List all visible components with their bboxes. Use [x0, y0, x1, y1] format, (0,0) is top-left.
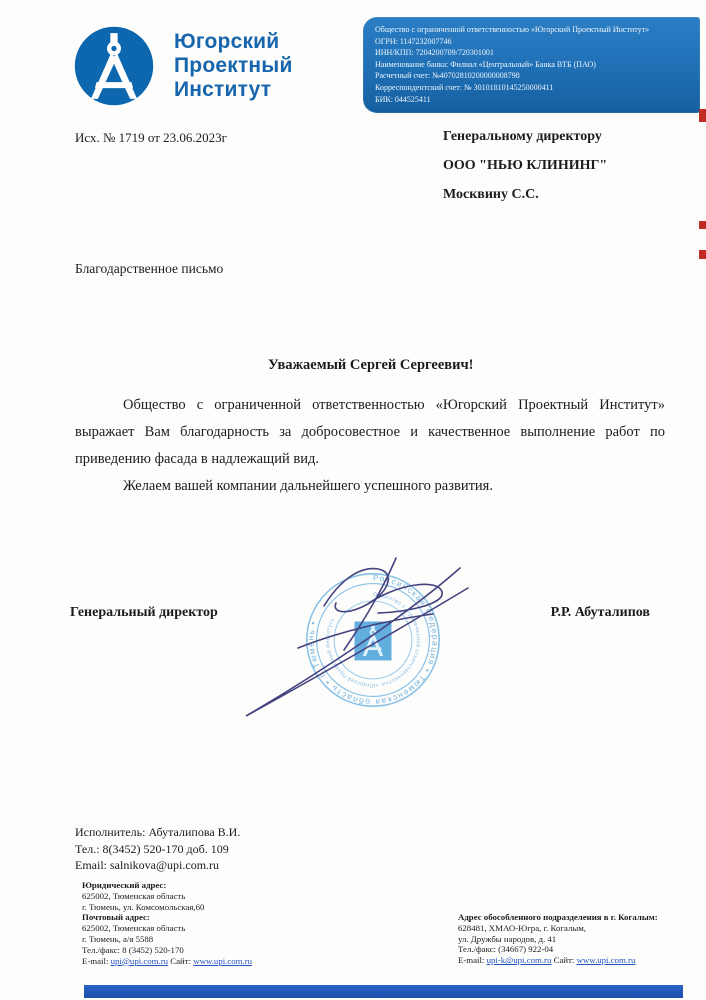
footer-contacts-line: [82, 956, 252, 967]
company-inn-kpp: ИНН/КПП: 7204200709/720301001: [375, 48, 494, 58]
outgoing-number: Исх. № 1719 от 23.06.2023г: [75, 130, 227, 145]
email-link[interactable]: upi@upi.com.ru: [110, 955, 169, 966]
signer-position: Генеральный директор: [70, 605, 218, 620]
recipient-position: Генеральному директору: [443, 129, 602, 144]
site-link[interactable]: www.upi.com.ru: [576, 955, 636, 966]
footer-phone: Тел./факс: 8 (3452) 520-170: [82, 944, 184, 955]
executor-block: [75, 824, 240, 874]
email-link[interactable]: upi-k@upi.com.ru: [486, 955, 552, 966]
executor-phone: Тел.: 8(3452) 520-170 доб. 109: [75, 841, 229, 856]
stamp-outer-text: Российская Федерация • Тюменская область • г. Тюмень •: [305, 572, 441, 708]
email-label: E-mail:: [458, 955, 485, 966]
email-label: E-mail:: [82, 955, 109, 966]
signer-name: Р.Р. Абуталипов: [550, 605, 650, 620]
site-label: Сайт:: [553, 955, 575, 966]
scan-edge-mark: [699, 250, 706, 259]
company-requisites-box: [363, 17, 700, 113]
company-ogrn: ОГРН: 1147232007746: [375, 36, 452, 46]
brand-line-1: Югорский: [174, 30, 280, 53]
salutation: Уважаемый Сергей Сергеевич!: [268, 357, 474, 373]
recipient-person: Москвину С.С.: [443, 187, 539, 202]
letter-subject: Благодарственное письмо: [75, 261, 224, 276]
brand-line-2: Проектный: [174, 54, 293, 77]
drafting-compass-icon: [72, 24, 156, 108]
legal-address-label: Юридический адрес:: [82, 880, 167, 890]
handwritten-signature: [228, 556, 478, 722]
company-correspondent-account: Корреспондентский счет: № 30101810145250000411: [375, 82, 554, 92]
postal-address-line: 625002, Тюменская область: [82, 923, 186, 934]
postal-address-line: г. Тюмень, а/я 5588: [82, 933, 154, 944]
branch-address-line: ул. Дружбы народов, д. 41: [458, 933, 557, 944]
postal-address-label: Почтовый адрес:: [82, 912, 150, 923]
scan-edge-mark: [699, 109, 706, 122]
footer-legal-postal: [82, 880, 252, 966]
branch-address-label: Адрес обособленного подразделения в г. Когалым:: [458, 912, 658, 922]
site-label: Сайт:: [170, 955, 192, 966]
executor-email: Email: salnikova@upi.com.ru: [75, 858, 220, 872]
branch-address-line: 628481, ХМАО-Югра, г. Когалым,: [458, 922, 587, 933]
company-settlement-account: Расчетный счет: №40702810200000008798: [375, 71, 520, 81]
recipient-company: ООО "НЬЮ КЛИНИНГ": [443, 158, 608, 173]
branch-phone: Тел./факс: (34667) 922-04: [458, 944, 554, 955]
legal-address-line: 625002, Тюменская область: [82, 890, 186, 901]
letter-body: [75, 392, 665, 500]
stamp-inner-text: Общество с ограниченной ответственностью «Югорский Проектный Институт»: [325, 592, 421, 688]
company-bank-name: Наименование банка: Филиал «Центральный» Банка ВТБ (ПАО): [375, 59, 596, 69]
branch-contacts-line: [458, 955, 658, 966]
legal-address-line: г. Тюмень, ул. Комсомольская,60: [82, 901, 205, 912]
recipient-block: [443, 128, 607, 215]
scan-edge-mark: [699, 221, 706, 229]
brand-name: [174, 30, 293, 102]
company-full-name: Общество с ограниченной ответственностью «Югорский Проектный Институт»: [375, 25, 650, 34]
body-paragraph-2: Желаем вашей компании дальнейшего успешного развития.: [123, 478, 493, 494]
site-link[interactable]: www.upi.com.ru: [193, 955, 253, 966]
body-paragraph-1: Общество с ограниченной ответственностью «Югорский Проектный Институт» выражает Вам благодарность за добросовестное и качественное выполнение работ по приведению фасада в надлежащий вид.: [75, 397, 665, 467]
header-logo-block: [72, 24, 293, 108]
footer-branch-address: [458, 912, 658, 966]
executor-name: Исполнитель: Абуталипова В.И.: [75, 825, 241, 839]
footer-divider-bar: [84, 985, 683, 998]
brand-line-3: Институт: [174, 78, 272, 101]
company-bik: БИК: 044525411: [375, 94, 431, 104]
